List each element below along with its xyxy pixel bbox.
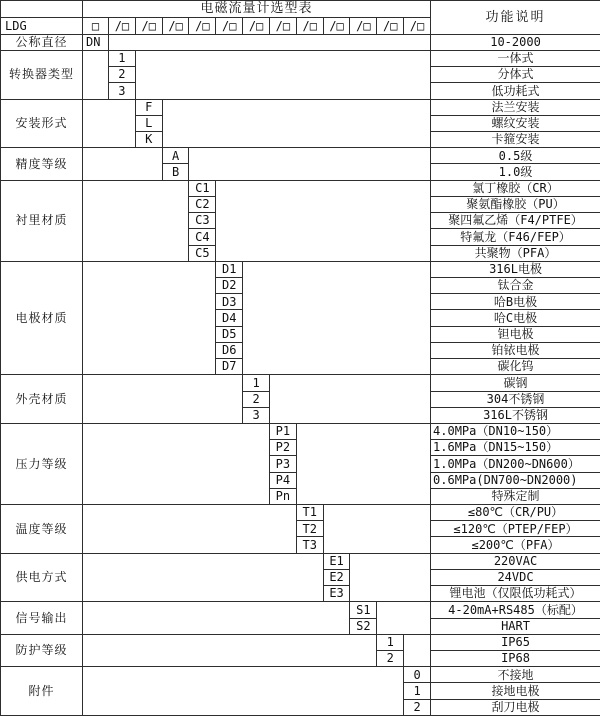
code-cell: C5: [189, 245, 216, 261]
category-accuracy-label: 精度等级: [1, 148, 83, 180]
code-cell: B: [162, 164, 189, 180]
segment-box-icon: /□: [109, 18, 136, 34]
segment-box-icon: /□: [162, 18, 189, 34]
desc-cell: 特氟龙（F46/FEP）: [431, 229, 600, 245]
code-cell: A: [162, 148, 189, 164]
code-cell: T2: [296, 521, 323, 537]
category-power-supply-label: 供电方式: [1, 553, 83, 602]
desc-cell: ≤120℃（PTEP/FEP）: [431, 521, 600, 537]
code-cell: D3: [216, 294, 243, 310]
segment-box-icon: /□: [269, 18, 296, 34]
spacer-cell: [83, 375, 243, 424]
desc-cell: 哈B电极: [431, 294, 600, 310]
category-protection-label: 防护等级: [1, 634, 83, 666]
desc-cell: 锂电池（仅限低功耗式）: [431, 586, 600, 602]
category-diameter-label: 公称直径: [1, 34, 83, 50]
desc-cell: ≤80℃（CR/PU）: [431, 505, 600, 521]
code-cell: 1: [377, 634, 404, 650]
code-cell: 3: [109, 83, 136, 99]
code-cell: D6: [216, 342, 243, 358]
code-cell: L: [135, 115, 162, 131]
code-cell: D4: [216, 310, 243, 326]
desc-cell: 卡箍安装: [431, 132, 600, 148]
spacer-cell: [162, 99, 430, 148]
spacer-cell: [83, 261, 216, 375]
code-cell: Pn: [269, 488, 296, 504]
category-housing-label: 外壳材质: [1, 375, 83, 424]
spacer-cell: [350, 553, 431, 602]
category-signal-output-label: 信号输出: [1, 602, 83, 634]
spacer-cell: [83, 423, 270, 504]
spacer-cell: [109, 34, 431, 50]
desc-cell: ≤200℃（PFA）: [431, 537, 600, 553]
code-cell: T1: [296, 505, 323, 521]
code-cell: D7: [216, 359, 243, 375]
segment-box-icon: /□: [243, 18, 270, 34]
desc-cell: 一体式: [431, 50, 600, 66]
segment-box-icon: /□: [135, 18, 162, 34]
code-cell: S1: [350, 602, 377, 618]
spacer-cell: [83, 553, 324, 602]
spacer-cell: [323, 505, 430, 554]
spacer-cell: [83, 180, 189, 261]
code-cell: K: [135, 132, 162, 148]
desc-cell: 4-20mA+RS485（标配）: [431, 602, 600, 618]
segment-box-icon: /□: [216, 18, 243, 34]
code-cell: T3: [296, 537, 323, 553]
corner-cell: [1, 1, 83, 18]
code-cell: 1: [243, 375, 270, 391]
desc-cell: IP68: [431, 651, 600, 667]
segment-box-icon: /□: [323, 18, 350, 34]
desc-cell: 24VDC: [431, 569, 600, 585]
desc-cell: 不接地: [431, 667, 600, 683]
desc-cell: 螺纹安装: [431, 115, 600, 131]
spacer-cell: [83, 50, 109, 99]
code-cell: 1: [109, 50, 136, 66]
code-cell: C4: [189, 229, 216, 245]
dn-code: DN: [83, 34, 109, 50]
desc-cell: 聚氨酯橡胶（PU）: [431, 196, 600, 212]
desc-cell: 聚四氟乙烯（F4/PTFE）: [431, 213, 600, 229]
desc-cell: 接地电极: [431, 683, 600, 699]
desc-cell: 刮刀电极: [431, 699, 600, 715]
segment-box-icon: /□: [350, 18, 377, 34]
spacer-cell: [243, 261, 431, 375]
desc-cell: 碳钢: [431, 375, 600, 391]
code-cell: C1: [189, 180, 216, 196]
function-column-header: 功能说明: [431, 1, 600, 35]
desc-cell: 共聚物（PFA）: [431, 245, 600, 261]
desc-cell: 分体式: [431, 67, 600, 83]
desc-cell: HART: [431, 618, 600, 634]
desc-cell: 0.6MPa(DN700~DN2000): [431, 472, 600, 488]
category-pressure-label: 压力等级: [1, 423, 83, 504]
desc-cell: 碳化钨: [431, 359, 600, 375]
category-transmitter-type-label: 转换器类型: [1, 50, 83, 99]
desc-cell: 哈C电极: [431, 310, 600, 326]
code-cell: P3: [269, 456, 296, 472]
code-cell: P1: [269, 423, 296, 439]
desc-cell: 铂铱电极: [431, 342, 600, 358]
category-electrode-label: 电极材质: [1, 261, 83, 375]
desc-cell: 304不锈钢: [431, 391, 600, 407]
desc-cell: 4.0MPa（DN10~150）: [431, 423, 600, 439]
table-title: 电磁流量计选型表: [83, 1, 431, 18]
desc-cell: 220VAC: [431, 553, 600, 569]
spacer-cell: [83, 602, 350, 634]
desc-cell: IP65: [431, 634, 600, 650]
code-cell: P2: [269, 440, 296, 456]
segment-box-icon: /□: [404, 18, 431, 34]
segment-box-icon: /□: [189, 18, 216, 34]
spacer-cell: [83, 667, 404, 716]
desc-cell: 特殊定制: [431, 488, 600, 504]
desc-cell: 1.0级: [431, 164, 600, 180]
spacer-cell: [189, 148, 431, 180]
spacer-cell: [269, 375, 430, 424]
code-cell: D5: [216, 326, 243, 342]
code-cell: 2: [243, 391, 270, 407]
category-temperature-label: 温度等级: [1, 505, 83, 554]
desc-cell: 低功耗式: [431, 83, 600, 99]
spacer-cell: [216, 180, 431, 261]
code-cell: 2: [377, 651, 404, 667]
code-cell: 2: [109, 67, 136, 83]
desc-cell: 钛合金: [431, 277, 600, 293]
placeholder-box-icon: □: [83, 18, 109, 34]
category-installation-label: 安装形式: [1, 99, 83, 148]
model-code: LDG: [1, 18, 83, 34]
desc-cell: 法兰安装: [431, 99, 600, 115]
spacer-cell: [83, 148, 163, 180]
code-cell: 3: [243, 407, 270, 423]
code-cell: D1: [216, 261, 243, 277]
desc-cell: 0.5级: [431, 148, 600, 164]
spacer-cell: [404, 634, 431, 666]
desc-cell: 钽电极: [431, 326, 600, 342]
code-cell: E3: [323, 586, 350, 602]
spacer-cell: [135, 50, 430, 99]
code-cell: P4: [269, 472, 296, 488]
code-cell: C2: [189, 196, 216, 212]
spacer-cell: [296, 423, 430, 504]
code-cell: E2: [323, 569, 350, 585]
desc-cell: 10-2000: [431, 34, 600, 50]
code-cell: C3: [189, 213, 216, 229]
desc-cell: 1.6MPa（DN15~150）: [431, 440, 600, 456]
code-cell: 2: [404, 699, 431, 715]
desc-cell: 316L不锈钢: [431, 407, 600, 423]
code-cell: 0: [404, 667, 431, 683]
desc-cell: 316L电极: [431, 261, 600, 277]
code-cell: 1: [404, 683, 431, 699]
category-accessory-label: 附件: [1, 667, 83, 716]
spacer-cell: [377, 602, 431, 634]
spacer-cell: [83, 505, 297, 554]
spacer-cell: [83, 634, 377, 666]
code-cell: D2: [216, 277, 243, 293]
segment-box-icon: /□: [296, 18, 323, 34]
code-cell: S2: [350, 618, 377, 634]
segment-box-icon: /□: [377, 18, 404, 34]
category-liner-label: 衬里材质: [1, 180, 83, 261]
code-cell: F: [135, 99, 162, 115]
desc-cell: 1.0MPa（DN200~DN600）: [431, 456, 600, 472]
spacer-cell: [83, 99, 136, 148]
desc-cell: 氯丁橡胶（CR）: [431, 180, 600, 196]
code-cell: E1: [323, 553, 350, 569]
